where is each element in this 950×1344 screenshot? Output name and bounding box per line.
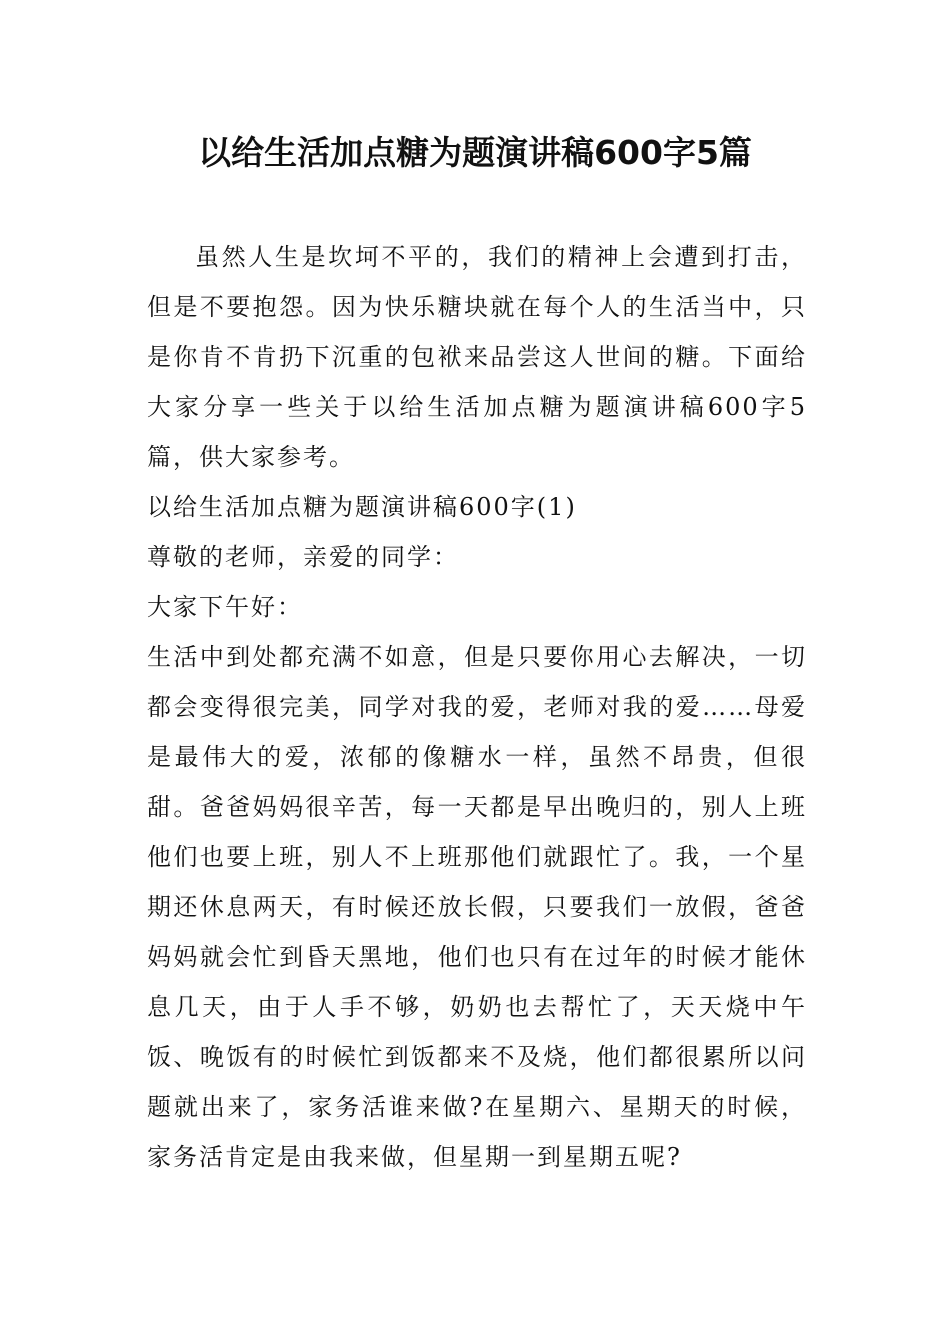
greeting: 大家下午好： [147, 593, 303, 621]
body-paragraph: 生活中到处都充满不如意，但是只要你用心去解决，一切都会变得很完美，同学对我的爱，老师对我的爱……母爱是最伟大的爱，浓郁的像糖水一样，虽然不昂贵，但很甜。爸爸妈妈很辛苦，每一天都是早出晚归的，别人上班他们也要上班，别人不上班那他们就跟忙了。我，一个星期还休息两天，有时候还放长假，只要我们一放假，爸爸妈妈就会忙到昏天黑地，他们也只有在过年的时候才能休息几天，由于人手不够，奶奶也去帮忙了，天天烧中午饭、晚饭有的时候忙到饭都来不及烧，他们都很累所以问题就出来了，家务活谁来做?在星期六、星期天的时候，家务活肯定是由我来做，但星期一到星期五呢? [147, 643, 807, 1171]
document-title: 以给生活加点糖为题演讲稿600字5篇 [198, 133, 752, 172]
intro-paragraph: 虽然人生是坎坷不平的，我们的精神上会遭到打击，但是不要抱怨。因为快乐糖块就在每个人的生活当中，只是你肯不肯扔下沉重的包袱来品尝这人世间的糖。下面给大家分享一些关于以给生活加点糖为题演讲稿600字5篇，供大家参考。 [147, 243, 807, 471]
section-heading: 以给生活加点糖为题演讲稿600字(1) [147, 493, 577, 521]
salutation: 尊敬的老师，亲爱的同学： [147, 543, 459, 571]
document-body [147, 232, 807, 1182]
